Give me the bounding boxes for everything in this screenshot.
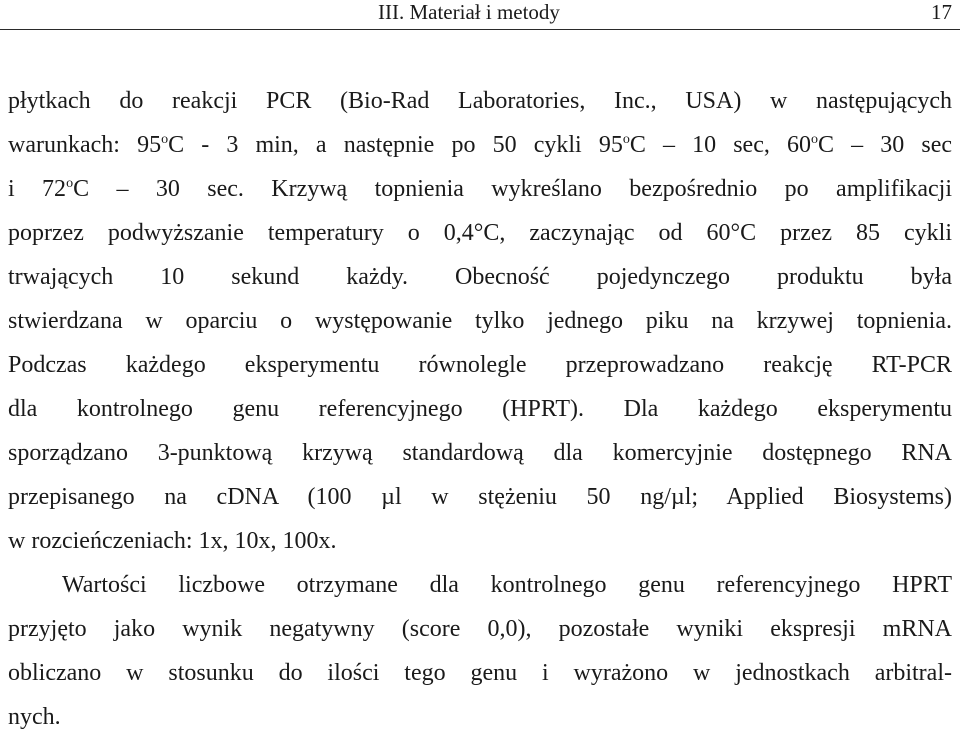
page-header bbox=[0, 0, 960, 28]
header-rule bbox=[0, 29, 960, 30]
text-line: nych. bbox=[8, 704, 61, 730]
text-line: w rozcieńczeniach: 1x, 10x, 100x. bbox=[8, 528, 337, 554]
text-line: Wartości liczbowe otrzymane dla kontrolnego genu referencyjnego HPRT bbox=[62, 572, 952, 598]
text-line: przepisanego na cDNA (100 µl w stężeniu 50 ng/µl; Applied Biosystems) bbox=[8, 484, 952, 510]
text-line: sporządzano 3-punktową krzywą standardową dla komercyjnie dostępnego RNA bbox=[8, 440, 952, 466]
text-line: Podczas każdego eksperymentu równolegle przeprowadzano reakcję RT-PCR bbox=[8, 352, 952, 378]
body-text bbox=[8, 79, 952, 739]
text-line: przyjęto jako wynik negatywny (score 0,0), pozostałe wyniki ekspresji mRNA bbox=[8, 616, 952, 642]
text-line: stwierdzana w oparciu o występowanie tylko jednego piku na krzywej topnienia. bbox=[8, 308, 952, 334]
text-line: trwających 10 sekund każdy. Obecność pojedynczego produktu była bbox=[8, 264, 952, 290]
page-number: 17 bbox=[931, 0, 952, 24]
text-line: poprzez podwyższanie temperatury o 0,4°C, zaczynając od 60°C przez 85 cykli bbox=[8, 220, 952, 246]
text-line: i 72$^o$C – 30 sec. Krzywą topnienia wykreślano bezpośrednio po amplifikacji bbox=[8, 176, 952, 202]
chapter-title: III. Materiał i metody bbox=[378, 0, 560, 24]
text-line: płytkach do reakcji PCR (Bio-Rad Laboratories, Inc., USA) w następujących bbox=[8, 88, 952, 114]
text-line: dla kontrolnego genu referencyjnego (HPRT). Dla każdego eksperymentu bbox=[8, 396, 952, 422]
text-line: obliczano w stosunku do ilości tego genu i wyrażono w jednostkach arbitral- bbox=[8, 660, 952, 686]
text-line: warunkach: 95$^o$C - 3 min, a następnie po 50 cykli 95$^o$C – 10 sec, 60$^o$C – 30 sec bbox=[8, 132, 952, 158]
